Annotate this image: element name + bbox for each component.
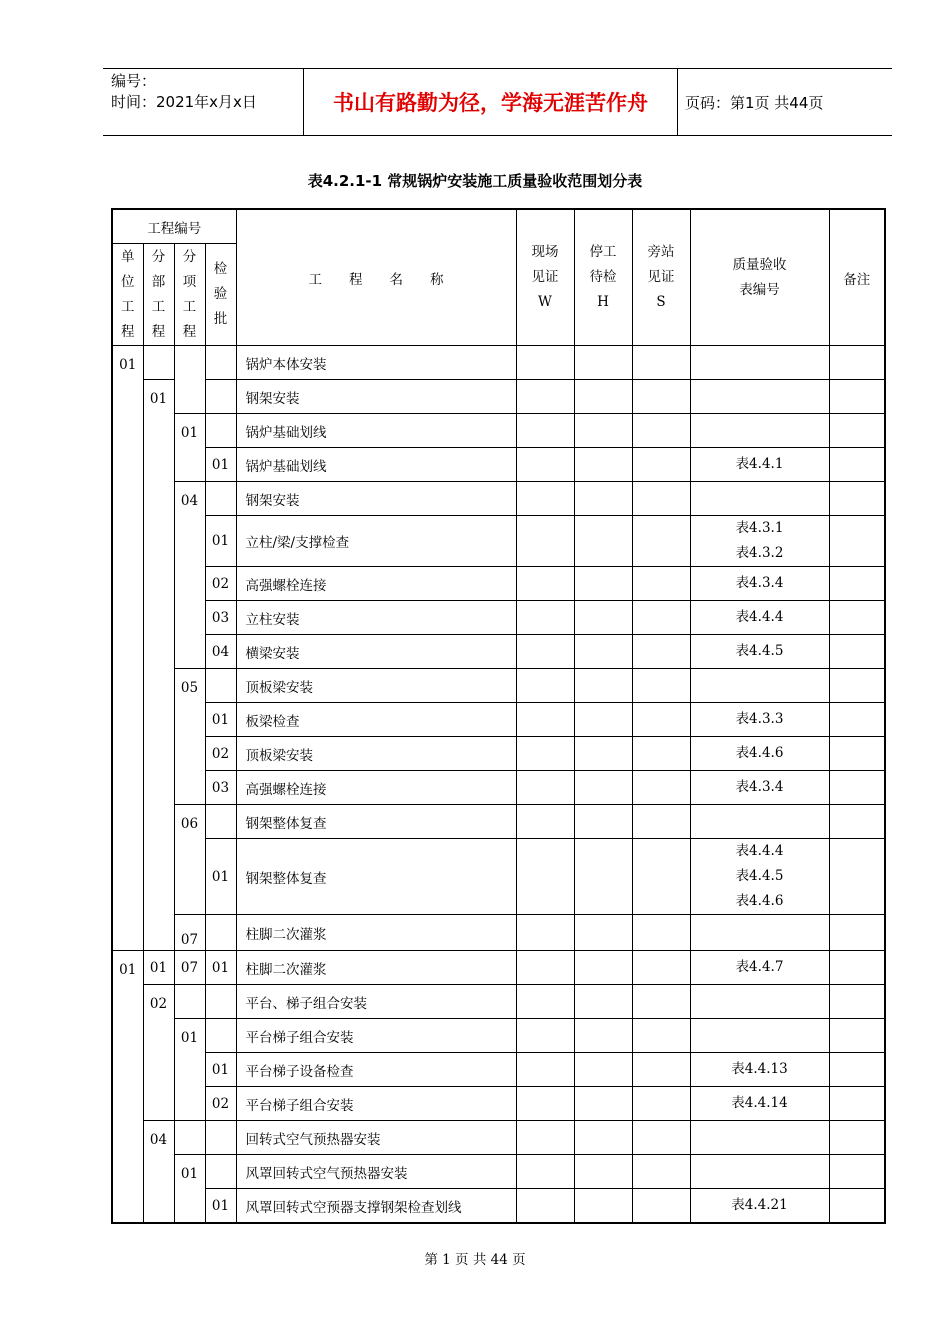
table-row [112,567,885,601]
form-no-cell [690,635,829,669]
table-row [112,414,885,448]
table-row [112,380,885,414]
side-s-cell [632,516,690,567]
subitem-cell [174,346,205,414]
remark-cell [829,1053,885,1087]
remark-cell [829,414,885,448]
form-no: 表4.4.14 [731,1095,788,1111]
side-s-cell [632,839,690,915]
side-s-cell [632,1087,690,1121]
batch-header: 检验批 [205,244,236,346]
side-s-cell [632,985,690,1019]
side-s-cell [632,346,690,380]
witness-w-cell [516,805,574,839]
side-s-cell [632,915,690,951]
form-no: 表4.4.21 [731,1197,788,1213]
division-cell [143,346,174,380]
batch-cell: 01 [205,839,236,915]
witness-w-cell [516,1121,574,1155]
witness-w-cell [516,915,574,951]
hold-h-cell [574,839,632,915]
batch-cell: 01 [205,703,236,737]
witness-w-cell [516,1189,574,1224]
hold-h-cell [574,1019,632,1053]
table-body [112,346,885,1224]
remark-cell [829,516,885,567]
subitem-cell: 05 [174,669,205,805]
hold-h-header: 停工 待检 H [574,209,632,346]
side-s-cell [632,380,690,414]
form-no-cell [690,1189,829,1224]
form-no-cell [690,1019,829,1053]
table-row [112,1019,885,1053]
name-cell: 风罩回转式空气预热器安装 [236,1155,516,1189]
batch-cell: 03 [205,601,236,635]
table-row [112,805,885,839]
batch-cell [205,1155,236,1189]
witness-w-header: 现场 见证 W [516,209,574,346]
table-row [112,482,885,516]
batch-cell [205,985,236,1019]
side-s-cell [632,1155,690,1189]
witness-w-cell [516,985,574,1019]
remark-cell [829,703,885,737]
witness-w-cell [516,737,574,771]
form-no-cell [690,482,829,516]
remark-cell [829,1087,885,1121]
hold-h-cell [574,669,632,703]
batch-cell [205,482,236,516]
name-cell: 顶板梁安装 [236,669,516,703]
witness-w-cell [516,601,574,635]
remark-cell [829,985,885,1019]
side-s-cell [632,482,690,516]
form-no-cell [690,839,829,915]
page-footer: 第 1 页 共 44 页 [424,1252,526,1268]
witness-w-cell [516,448,574,482]
hold-h-cell [574,1087,632,1121]
witness-w-cell [516,1087,574,1121]
form-no-cell [690,414,829,448]
remark-cell [829,951,885,985]
batch-cell: 01 [205,951,236,985]
witness-w-cell [516,346,574,380]
subitem-cell: 01 [174,1155,205,1224]
hold-h-cell [574,915,632,951]
form-no-cell [690,669,829,703]
header-divider [677,69,678,135]
batch-cell: 02 [205,1087,236,1121]
name-cell: 板梁检查 [236,703,516,737]
subitem-cell [174,985,205,1019]
unit-header: 单位工程 [112,244,143,346]
side-s-cell [632,1189,690,1224]
form-no: 表4.4.4 [735,843,784,859]
subitem-cell: 01 [174,414,205,482]
header-motto: 书山有路勤为径，学海无涯苦作舟 [333,91,648,115]
code-label: 编号： [111,72,157,90]
side-s-cell [632,669,690,703]
side-s-cell [632,1121,690,1155]
batch-cell [205,1019,236,1053]
page-header [103,68,892,136]
batch-cell: 01 [205,1189,236,1224]
form-no: 表4.4.13 [731,1061,788,1077]
witness-w-cell [516,669,574,703]
division-cell: 04 [143,1121,174,1224]
side-s-cell [632,601,690,635]
side-s-cell [632,448,690,482]
form-no: 表4.4.6 [735,745,784,761]
hold-h-cell [574,805,632,839]
remark-cell [829,839,885,915]
witness-w-cell [516,482,574,516]
table-row [112,669,885,703]
form-no-cell [690,1087,829,1121]
remark-cell [829,448,885,482]
remark-cell [829,346,885,380]
side-s-cell [632,703,690,737]
table-row [112,915,885,951]
form-no-cell [690,567,829,601]
hold-h-cell [574,346,632,380]
batch-cell [205,915,236,951]
remark-cell [829,380,885,414]
remark-cell [829,601,885,635]
form-no-cell [690,1053,829,1087]
side-s-cell [632,771,690,805]
form-no: 表4.4.1 [735,456,784,472]
form-no-cell [690,737,829,771]
batch-cell: 02 [205,737,236,771]
batch-cell [205,1121,236,1155]
batch-cell: 01 [205,516,236,567]
remark-cell [829,669,885,703]
form-no: 表4.3.1 [735,520,784,536]
name-cell: 平台、梯子组合安装 [236,985,516,1019]
side-s-cell [632,951,690,985]
project-code-header: 工程编号 [112,209,236,244]
witness-w-cell [516,1019,574,1053]
side-s-header: 旁站 见证 S [632,209,690,346]
form-no-cell [690,771,829,805]
form-no: 表4.3.4 [735,575,784,591]
form-no-cell [690,985,829,1019]
subitem-cell: 01 [174,1019,205,1121]
form-no-cell [690,1121,829,1155]
remark-cell [829,915,885,951]
name-cell: 锅炉基础划线 [236,414,516,448]
hold-h-cell [574,771,632,805]
witness-w-cell [516,414,574,448]
side-s-cell [632,567,690,601]
witness-w-cell [516,703,574,737]
hold-h-cell [574,703,632,737]
table-row [112,839,885,915]
remark-cell [829,737,885,771]
page-title: 表4.2.1-1 常规锅炉安装施工质量验收范围划分表 [307,172,643,190]
batch-cell: 03 [205,771,236,805]
unit-cell: 01 [112,951,143,1224]
side-s-cell [632,805,690,839]
table-row [112,516,885,567]
division-header: 分部工程 [143,244,174,346]
subitem-cell: 04 [174,482,205,669]
subitem-cell: 07 [174,915,205,951]
side-s-cell [632,1019,690,1053]
name-cell: 高强螺栓连接 [236,567,516,601]
form-no: 表4.4.4 [735,609,784,625]
name-cell: 锅炉基础划线 [236,448,516,482]
hold-h-cell [574,567,632,601]
name-cell: 平台梯子组合安装 [236,1019,516,1053]
witness-w-cell [516,635,574,669]
form-no: 表4.3.2 [735,545,784,561]
time-label: 时间：2021年x月x日 [111,93,257,111]
batch-cell [205,380,236,414]
remark-cell [829,1155,885,1189]
name-cell: 横梁安装 [236,635,516,669]
side-s-cell [632,737,690,771]
name-cell: 钢架安装 [236,482,516,516]
form-no-cell [690,703,829,737]
witness-w-cell [516,839,574,915]
remark-cell [829,1019,885,1053]
table-row [112,1087,885,1121]
remark-cell [829,771,885,805]
table-row [112,635,885,669]
name-cell: 回转式空气预热器安装 [236,1121,516,1155]
hold-h-cell [574,482,632,516]
form-no: 表4.4.7 [735,959,784,975]
subitem-cell [174,1121,205,1155]
remark-cell [829,1121,885,1155]
batch-cell [205,669,236,703]
form-no-cell [690,380,829,414]
name-cell: 柱脚二次灌浆 [236,915,516,951]
witness-w-cell [516,380,574,414]
name-cell: 立柱/梁/支撑检查 [236,516,516,567]
table-row [112,1053,885,1087]
witness-w-cell [516,567,574,601]
form-no-cell [690,1155,829,1189]
hold-h-cell [574,380,632,414]
form-no: 表4.4.6 [735,893,784,909]
witness-w-cell [516,1155,574,1189]
form-no-cell [690,951,829,985]
batch-cell: 01 [205,1053,236,1087]
witness-w-cell [516,516,574,567]
table-row [112,1121,885,1155]
name-cell: 顶板梁安装 [236,737,516,771]
subitem-cell: 07 [174,951,205,985]
table-row [112,346,885,380]
name-header: 工 程 名 称 [236,209,516,346]
name-cell: 钢架安装 [236,380,516,414]
side-s-cell [632,414,690,448]
remark-cell [829,482,885,516]
table-row [112,1155,885,1189]
form-no: 表4.3.4 [735,779,784,795]
name-cell: 柱脚二次灌浆 [236,951,516,985]
form-no-cell [690,516,829,567]
form-no-cell [690,805,829,839]
form-no: 表4.4.5 [735,643,784,659]
form-no-cell [690,915,829,951]
batch-cell [205,805,236,839]
hold-h-cell [574,985,632,1019]
batch-cell [205,414,236,448]
witness-w-cell [516,951,574,985]
table-row [112,601,885,635]
remark-cell [829,567,885,601]
header-meta [111,71,257,113]
form-no-cell [690,601,829,635]
witness-w-cell [516,1053,574,1087]
name-cell: 平台梯子组合安装 [236,1087,516,1121]
name-cell: 风罩回转式空预器支撑钢架检查划线 [236,1189,516,1224]
hold-h-cell [574,448,632,482]
form-no: 表4.3.3 [735,711,784,727]
batch-cell: 02 [205,567,236,601]
name-cell: 钢架整体复查 [236,805,516,839]
division-cell: 02 [143,985,174,1121]
batch-cell: 01 [205,448,236,482]
table-row [112,737,885,771]
header-page-label: 页码：第1页 共44页 [685,93,824,112]
hold-h-cell [574,601,632,635]
acceptance-table [111,208,886,1224]
remark-cell [829,635,885,669]
hold-h-cell [574,1053,632,1087]
table-row [112,448,885,482]
division-cell: 01 [143,951,174,985]
name-cell: 锅炉本体安装 [236,346,516,380]
hold-h-cell [574,1189,632,1224]
hold-h-cell [574,414,632,448]
side-s-cell [632,1053,690,1087]
unit-cell: 01 [112,346,143,951]
form-no-cell [690,448,829,482]
form-no: 表4.4.5 [735,868,784,884]
table-row [112,951,885,985]
hold-h-cell [574,951,632,985]
batch-cell: 04 [205,635,236,669]
batch-cell [205,346,236,380]
side-s-cell [632,635,690,669]
subitem-cell: 06 [174,805,205,915]
table-row [112,1189,885,1224]
form-no-header: 质量验收 表编号 [690,209,829,346]
hold-h-cell [574,516,632,567]
hold-h-cell [574,737,632,771]
hold-h-cell [574,1121,632,1155]
remark-cell [829,805,885,839]
table-row [112,985,885,1019]
name-cell: 钢架整体复查 [236,839,516,915]
subitem-header: 分项工程 [174,244,205,346]
form-no-cell [690,346,829,380]
name-cell: 平台梯子设备检查 [236,1053,516,1087]
hold-h-cell [574,1155,632,1189]
table-row [112,703,885,737]
remark-header: 备注 [829,209,885,346]
witness-w-cell [516,771,574,805]
division-cell: 01 [143,380,174,951]
name-cell: 立柱安装 [236,601,516,635]
name-cell: 高强螺栓连接 [236,771,516,805]
table-row [112,771,885,805]
remark-cell [829,1189,885,1224]
hold-h-cell [574,635,632,669]
